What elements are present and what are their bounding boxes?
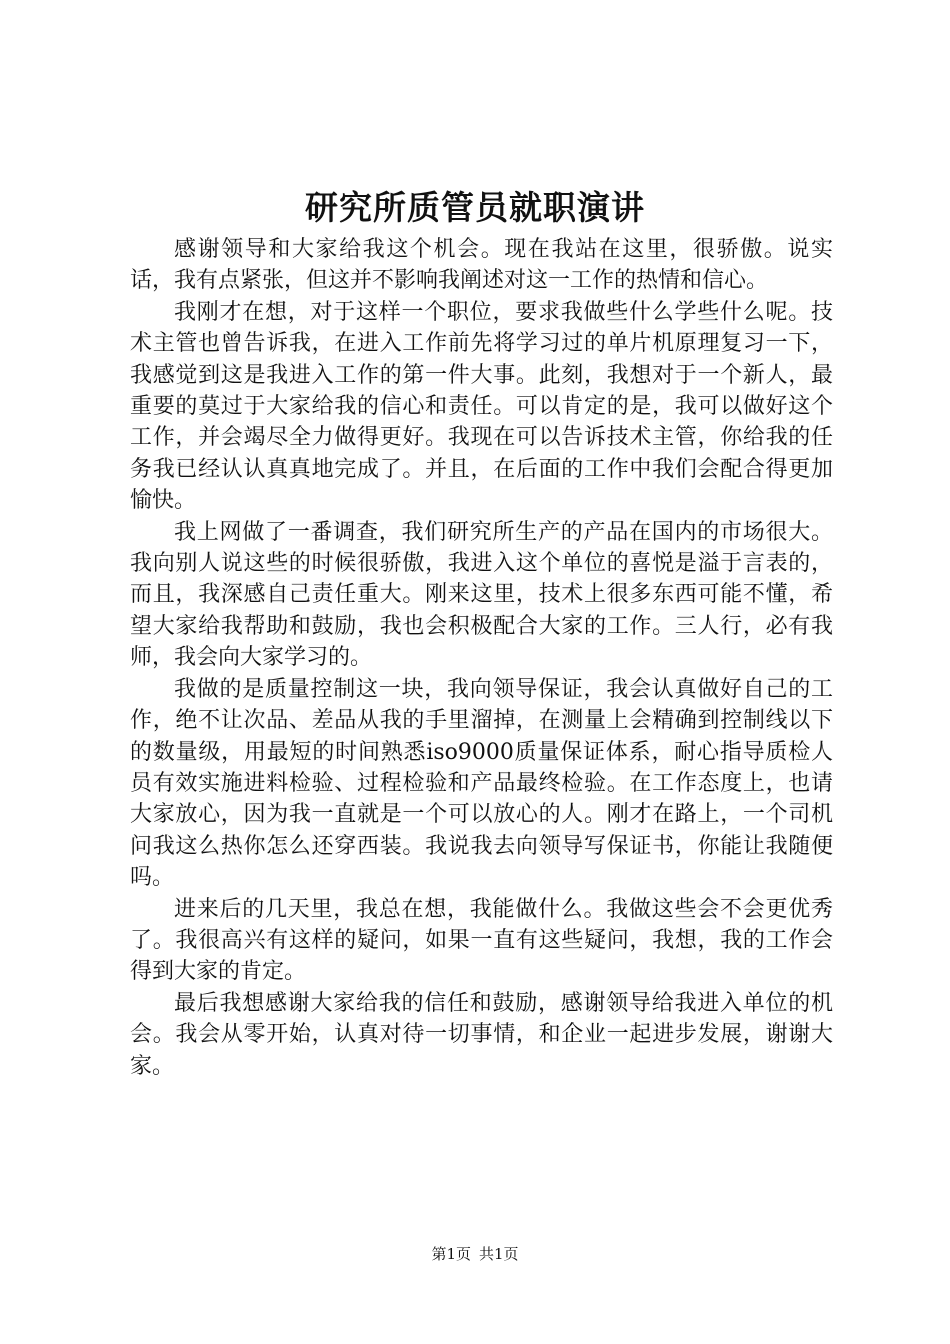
page-footer (0, 1244, 950, 1264)
paragraph: 感谢领导和大家给我这个机会。现在我站在这里，很骄傲。说实话，我有点紧张，但这并不影响我阐述对这一工作的热情和信心。 (130, 237, 833, 294)
page-total: 共1页 (479, 1245, 519, 1263)
page-number: 第1页 (431, 1245, 471, 1263)
document-title: 研究所质管员就职演讲 (305, 188, 645, 227)
paragraph: 我做的是质量控制这一块，我向领导保证，我会认真做好自己的工作，绝不让次品、差品从我的手里溜掉，在测量上会精确到控制线以下的数量级，用最短的时间熟悉iso9000质量保证体系，耐心指导质检人员有效实施进料检验、过程检验和产品最终检验。在工作态度上，也请大家放心，因为我一直就是一个可以放心的人。刚才在路上，一个司机问我这么热你怎么还穿西装。我说我去向领导写保证书，你能让我随便吗。 (130, 676, 833, 891)
paragraph: 我刚才在想，对于这样一个职位，要求我做些什么学些什么呢。技术主管也曾告诉我，在进入工作前先将学习过的单片机原理复习一下，我感觉到这是我进入工作的第一件大事。此刻，我想对于一个新人，最重要的莫过于大家给我的信心和责任。可以肯定的是，我可以做好这个工作，并会竭尽全力做得更好。我现在可以告诉技术主管，你给我的任务我已经认认真真地完成了。并且，在后面的工作中我们会配合得更加愉快。 (130, 299, 833, 514)
paragraph: 最后我想感谢大家给我的信任和鼓励，感谢领导给我进入单位的机会。我会从零开始，认真对待一切事情，和企业一起进步发展，谢谢大家。 (130, 990, 833, 1079)
paragraph: 进来后的几天里，我总在想，我能做什么。我做这些会不会更优秀了。我很高兴有这样的疑问，如果一直有这些疑问，我想，我的工作会得到大家的肯定。 (130, 896, 833, 985)
paragraph: 我上网做了一番调查，我们研究所生产的产品在国内的市场很大。我向别人说这些的时候很骄傲，我进入这个单位的喜悦是溢于言表的，而且，我深感自己责任重大。刚来这里，技术上很多东西可能不懂，希望大家给我帮助和鼓励，我也会积极配合大家的工作。三人行，必有我师，我会向大家学习的。 (130, 519, 833, 671)
document-body (130, 234, 833, 1082)
